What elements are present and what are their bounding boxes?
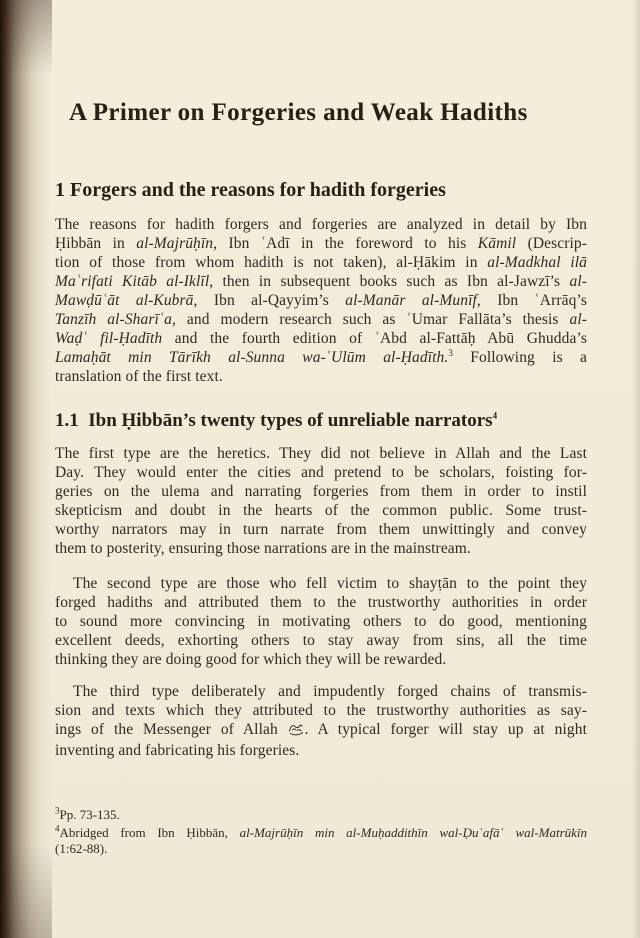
text-line: The second type are those who fell victim to shayṭān to the point they (73, 575, 587, 592)
text-line: skepticism and doubt in the hearts of the common public. Some trust- (55, 502, 587, 519)
text-line: Day. They would enter the cities and pretend to be scholars, foisting for- (55, 464, 587, 481)
text-line: The first type are the heretics. They did not believe in Allah and the Last (55, 445, 587, 462)
paragraph-third-type (55, 682, 587, 760)
text-line: geries on the ulema and narrating forgeries from them in order to instil (55, 483, 587, 500)
text-line: The reasons for hadith forgers and forgeries are analyzed in detail by Ibn (55, 216, 587, 233)
text-line: inventing and fabricating his forgeries. (55, 742, 300, 759)
text-line: forged hadiths and attributed them to the trustworthy authorities in order (55, 594, 587, 611)
text-line: worthy narrators may in turn narrate from them unwittingly and convey (55, 521, 587, 538)
chapter-title: A Primer on Forgeries and Weak Hadiths (69, 99, 528, 126)
text-line: Maʿrifati Kitāb al-Iklīl, then in subsequent books such as Ibn al-Jawzī’s al- (55, 273, 587, 290)
paragraph-first-type (55, 444, 587, 558)
footnote-4 (55, 825, 587, 857)
footnote-marker: 3 (55, 805, 60, 816)
text-line: translation of the first text. (55, 368, 223, 385)
text-line: (1:62-88). (55, 841, 108, 856)
muhammad-honorific-icon (288, 722, 305, 741)
subsection-1-1-heading: 1.1 Ibn Ḥibbān’s twenty types of unreliable narrators$^4$ (55, 410, 498, 431)
text-line: The third type deliberately and impudently forged chains of transmis- (73, 683, 587, 700)
section-1-intro-paragraph (55, 215, 587, 386)
footnote-marker: 4 (492, 410, 498, 421)
text-line: $^3$Pp. 73-135. (55, 805, 120, 822)
text-line: ings of the Messenger of Allah . A typical forger will stay up at night (55, 720, 587, 741)
footnote-marker: 3 (448, 347, 453, 358)
section-1-heading: 1 Forgers and the reasons for hadith forgeries (55, 179, 446, 201)
footnotes-block (55, 807, 587, 857)
page-right-edge-shade (632, 0, 640, 938)
text-line: Lamaḥāt min Tārīkh al-Sunna wa-ʿUlūm al-Ḥadīth.$^3$ Following is a (55, 347, 587, 366)
footnote-3 (55, 807, 587, 823)
text-line: Tanzīh al-Sharīʿa, and modern research such as ʿUmar Fallāta’s thesis al- (55, 311, 587, 328)
text-line: them to posterity, ensuring those narrations are in the mainstream. (55, 540, 471, 557)
page-content (55, 0, 587, 859)
text-line: tion of those from whom hadith is not taken), al-Ḥākim in al-Madkhal ilā (55, 254, 587, 271)
binding-gutter-shadow (0, 0, 52, 938)
text-line: thinking they are doing good for which they will be rewarded. (55, 651, 447, 668)
text-line: sion and texts which they attributed to the trustworthy authorities as say- (55, 702, 587, 719)
text-line: to sound more convincing in motivating others to do good, mentioning (55, 613, 587, 630)
text-line: Waḍʿ fil-Ḥadīth and the fourth edition of ʿAbd al-Fattāḥ Abū Ghudda’s (55, 330, 587, 347)
text-line: Ḥibbān in al-Majrūḥīn, Ibn ʿAdī in the foreword to his Kāmil (Descrip- (55, 235, 588, 252)
footnote-marker: 4 (55, 823, 60, 834)
paragraph-second-type (55, 574, 587, 669)
text-line: Mawḍūʿāt al-Kubrā, Ibn al-Qayyim’s al-Manār al-Munīf, Ibn ʿArrāq’s (55, 292, 587, 309)
text-line: excellent deeds, exhorting others to stay away from sins, all the time (55, 632, 587, 649)
text-line: $^4$Abridged from Ibn Ḥibbān, al-Majrūḥīn min al-Muḥaddithīn wal-Ḍuʿafāʾ wal-Matrūkīn (55, 823, 588, 840)
